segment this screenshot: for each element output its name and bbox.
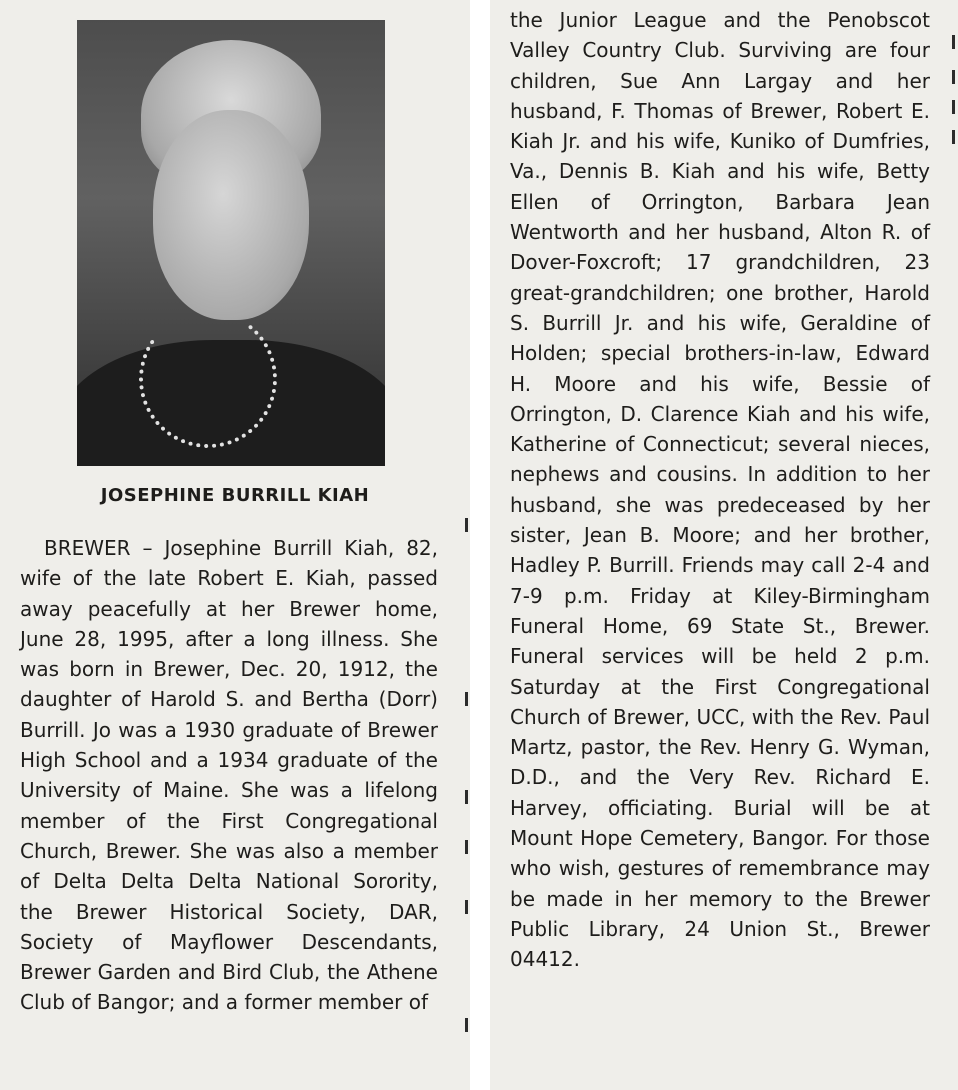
right-edge-marks xyxy=(950,0,958,1090)
edge-mark xyxy=(952,35,955,49)
column-gutter xyxy=(470,0,490,1090)
edge-mark xyxy=(465,1018,468,1032)
edge-mark xyxy=(465,790,468,804)
edge-mark xyxy=(952,100,955,114)
obituary-text-right: the Junior League and the Penobscot Valley Country Club. Surviving are four children, Sue Ann Largay and her husband, F. Thomas of Brewer, Robert E. Kiah Jr. and his wife, Kuniko of Dumfries, Va., Dennis B. Kiah and his wife, Betty Ellen of Orrington, Barbara Jean Wentworth and her husband, Alton R. of Dover-Foxcroft; 17 grandchildren, 23 great-grandchildren; one brother, Harold S. Burrill Jr. and his wife, Geraldine of Holden; special brothers-in-law, Edward H. Moore and his wife, Bessie of Orrington, D. Clarence Kiah and his wife, Katherine of Connecticut; several nieces, nephews and cousins. In addition to her husband, she was predeceased by her sister, Jean B. Moore; and her brother, Hadley P. Burrill. Friends may call 2-4 and 7-9 p.m. Friday at Kiley-Birmingham Funeral Home, 69 State St., Brewer. Funeral services will be held 2 p.m. Saturday at the First Congregational Church of Brewer, UCC, with the Rev. Paul Martz, pastor, the Rev. Henry G. Wyman, D.D., and the Very Rev. Richard E. Harvey, officiating. Burial will be at Mount Hope Cemetery, Bangor. For those who wish, gestures of remembrance may be made in her memory to the Brewer Public Library, 24 Union St., Brewer 04412. xyxy=(510,8,930,972)
edge-mark xyxy=(952,70,955,84)
edge-mark xyxy=(465,692,468,706)
edge-mark xyxy=(465,900,468,914)
photo-face xyxy=(153,110,309,320)
edge-mark xyxy=(952,130,955,144)
photo-caption: JOSEPHINE BURRILL KIAH xyxy=(100,485,370,506)
portrait-photo xyxy=(77,20,385,466)
edge-mark xyxy=(465,518,468,532)
gutter-edge-marks xyxy=(460,0,470,1090)
edge-mark xyxy=(465,840,468,854)
obituary-text-left: BREWER – Josephine Burrill Kiah, 82, wife of the late Robert E. Kiah, passed away peacefully at her Brewer home, June 28, 1995, after a long illness. She was born in Brewer, Dec. 20, 1912, the daughter of Harold S. and Bertha (Dorr) Burrill. Jo was a 1930 graduate of Brewer High School and a 1934 graduate of the University of Maine. She was a lifelong member of the First Congregational Church, Brewer. She was also a member of Delta Delta Delta National Sorority, the Brewer Historical Society, DAR, Society of Mayflower Descendants, Brewer Garden and Bird Club, the Athene Club of Bangor; and a former member of xyxy=(20,536,438,1015)
